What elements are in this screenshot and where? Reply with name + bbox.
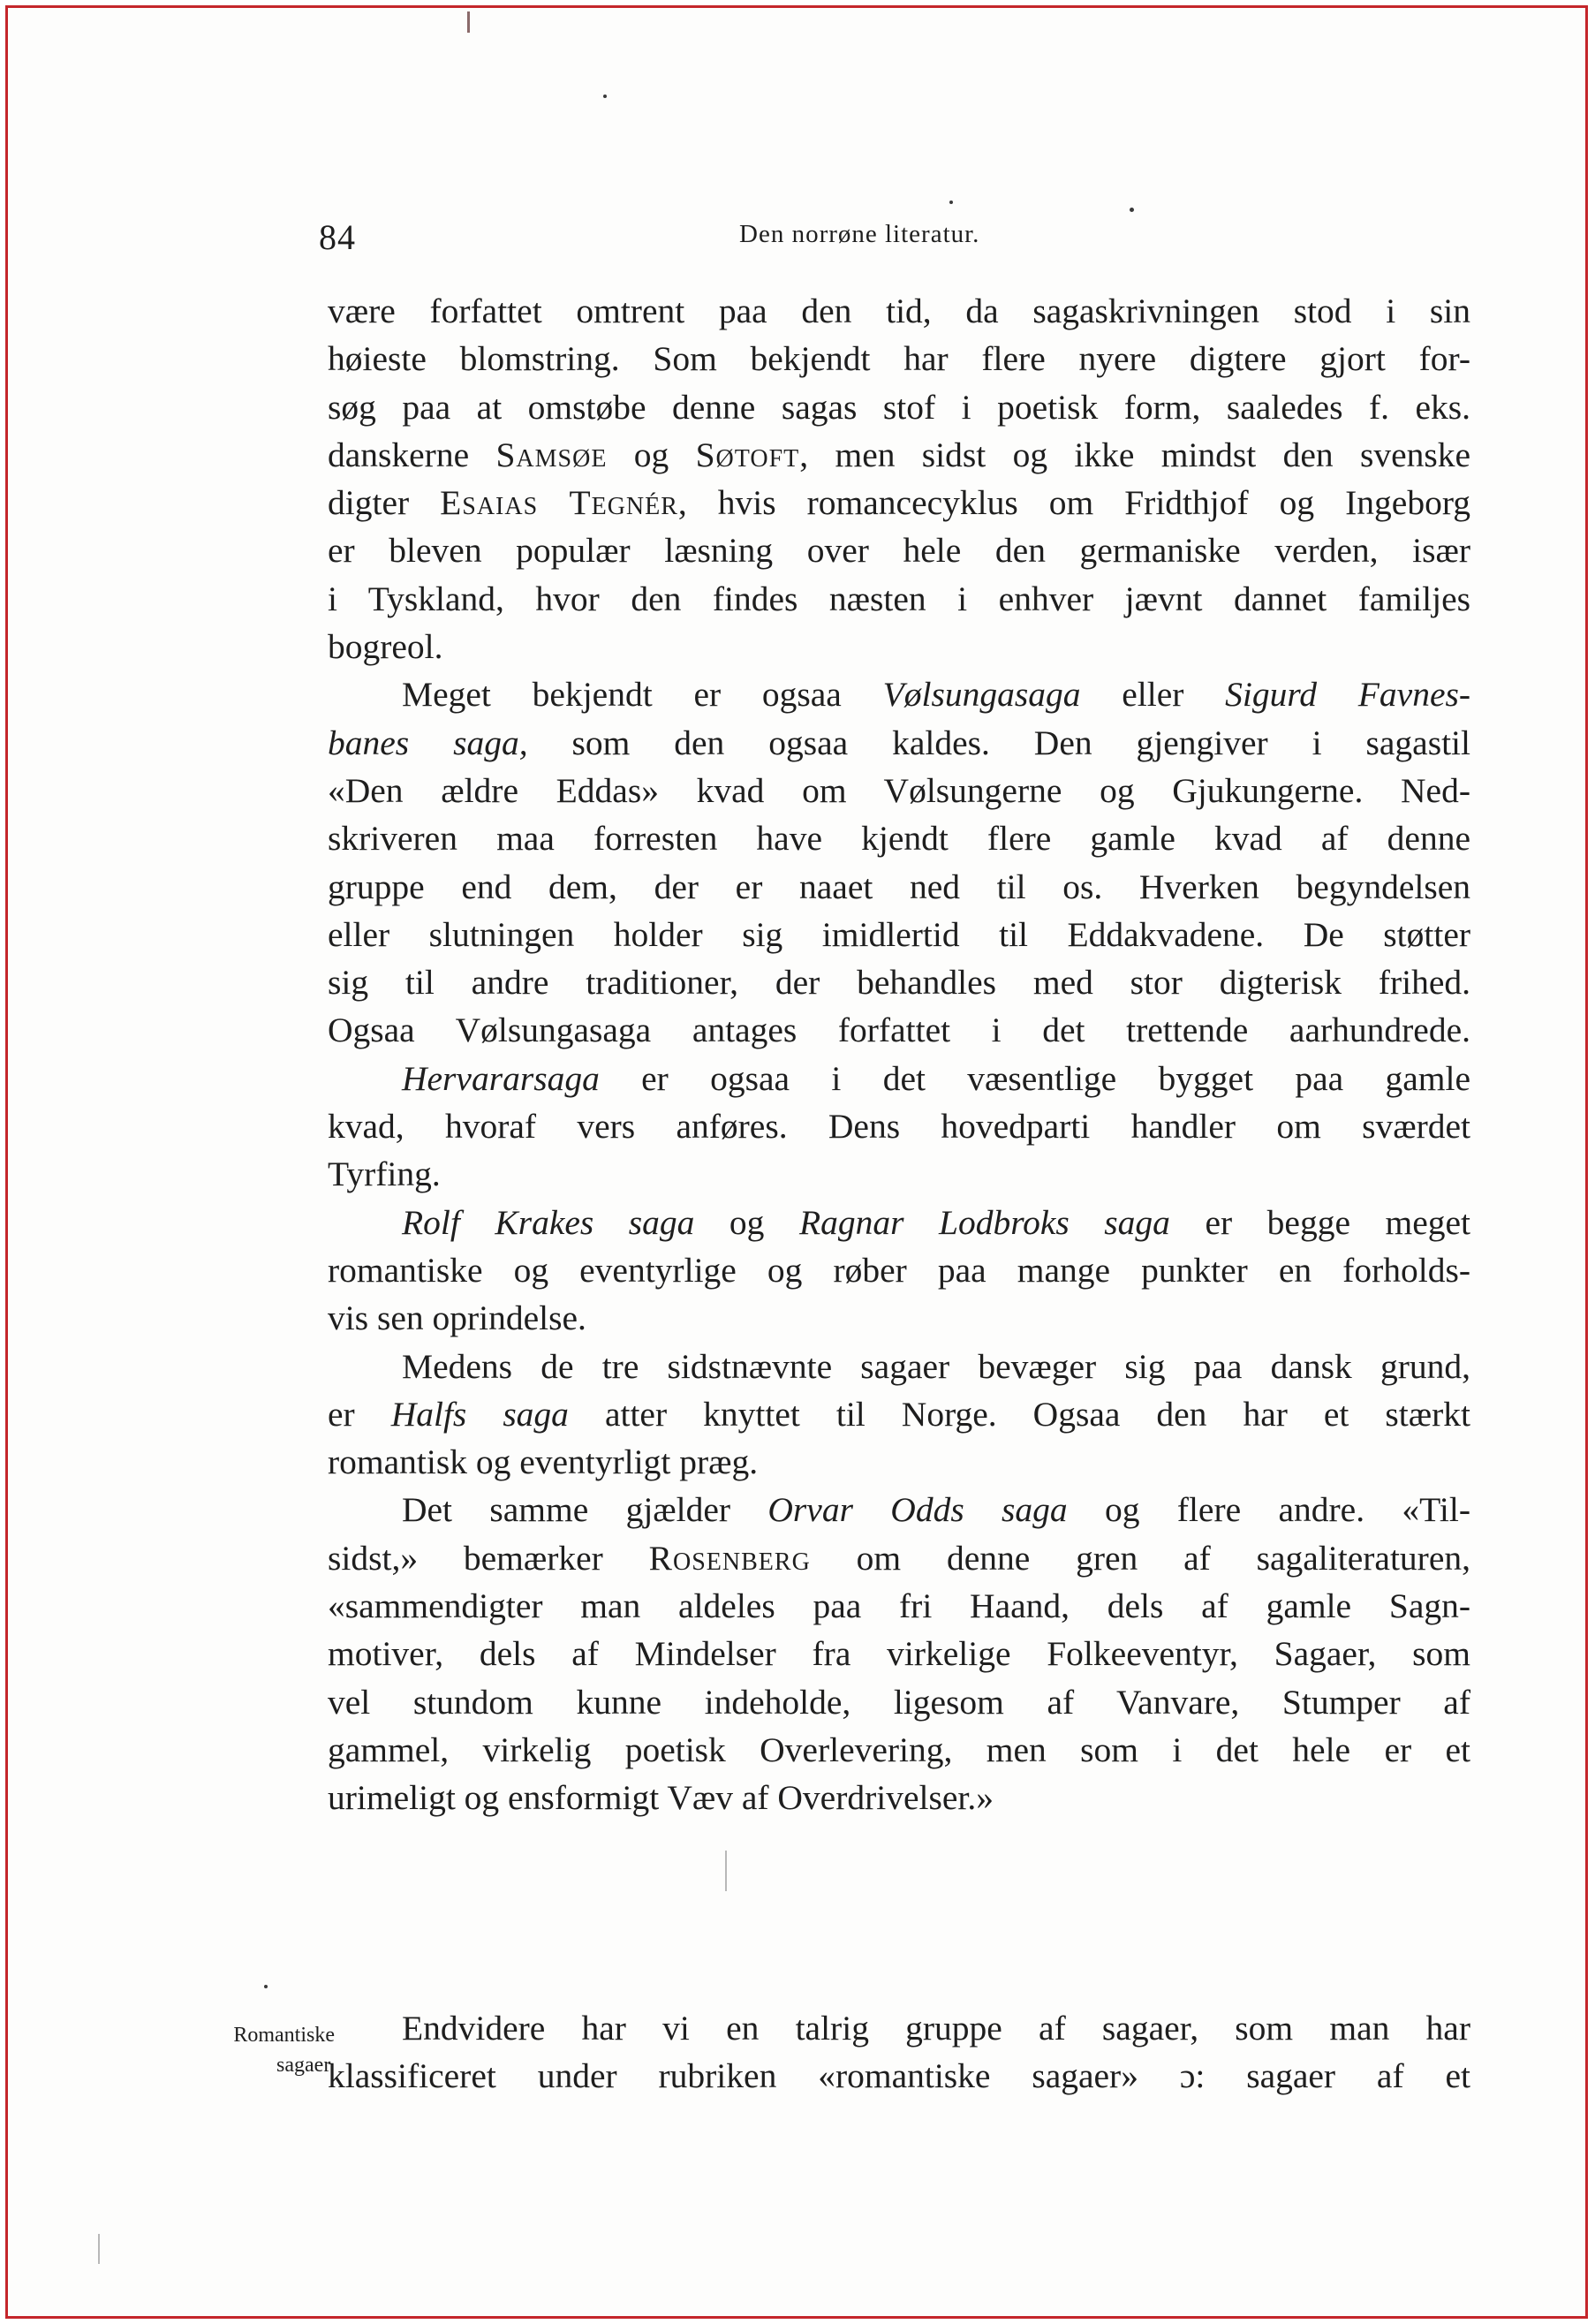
text-line: gammel, virkelig poetisk Overlevering, men som i det hele er et — [328, 1730, 1470, 1769]
text-line: Tyrfing. — [328, 1154, 441, 1194]
text-line: «sammendigter man aldeles paa fri Haand, dels af gamle Sagn- — [328, 1586, 1470, 1626]
text-line: bogreol. — [328, 627, 443, 667]
text-line: i Tyskland, hvor den findes næsten i enhver jævnt dannet familjes — [328, 579, 1470, 618]
ink-speck — [264, 1985, 268, 1988]
margin-note-line: sagaer. — [276, 2054, 335, 2077]
text-line: urimeligt og ensformigt Væv af Overdrivelser.» — [328, 1778, 994, 1818]
text-line: er bleven populær læsning over hele den germaniske verden, især — [328, 531, 1470, 571]
text-line: romantisk og eventyrligt præg. — [328, 1442, 759, 1482]
text-line: være forfattet omtrent paa den tid, da sagaskrivningen stod i sin — [328, 291, 1470, 330]
text-line: «Den ældre Eddas» kvad om Vølsungerne og Gjukungerne. Ned- — [328, 770, 1470, 810]
ink-speck — [1130, 208, 1134, 212]
text-line: sidst,» bemærker Rosenberg om denne gren af sagaliteraturen, — [328, 1538, 1470, 1578]
text-line: Ogsaa Vølsungasaga antages forfattet i det trettende aarhundrede. — [328, 1011, 1470, 1050]
margin-note — [193, 2020, 335, 2080]
text-line: skriveren maa forresten have kjendt flere gamle kvad af denne — [328, 819, 1470, 859]
ink-speck — [949, 201, 953, 204]
text-line: klassificeret under rubriken «romantiske sagaer» ɔ: sagaer af et — [328, 2056, 1470, 2096]
page-number: 84 — [319, 217, 356, 257]
text-line: motiver, dels af Mindelser fra virkelige Folkeeventyr, Sagaer, som — [328, 1634, 1470, 1674]
page-header — [8, 8, 1585, 273]
text-line: Hervararsaga er ogsaa i det væsentlige bygget paa gamle — [402, 1058, 1470, 1098]
ink-speck — [603, 95, 607, 98]
section-text — [328, 2004, 1470, 2101]
text-line: Det samme gjælder Orvar Odds saga og flere andre. «Til- — [402, 1490, 1470, 1530]
text-line: kvad, hvoraf vers anføres. Dens hovedparti handler om sværdet — [328, 1107, 1470, 1147]
text-line: Endvidere har vi en talrig gruppe af sagaer, som man har — [402, 2009, 1470, 2048]
text-line: eller slutningen holder sig imidlertid til Eddakvadene. De støtter — [328, 914, 1470, 954]
text-line: banes saga, som den ogsaa kaldes. Den gjengiver i sagastil — [328, 723, 1470, 762]
running-title: Den norrøne literatur. — [739, 220, 980, 248]
text-line: er Halfs saga atter knyttet til Norge. Ogsaa den har et stærkt — [328, 1394, 1470, 1434]
scan-mark — [98, 2234, 100, 2264]
main-text — [328, 287, 1470, 1822]
text-line: vel stundom kunne indeholde, ligesom af Vanvare, Stumper af — [328, 1682, 1470, 1722]
text-line: sig til andre traditioner, der behandles med stor digterisk frihed. — [328, 963, 1470, 1003]
text-line: danskerne Samsøe og Søtoft, men sidst og ikke mindst den svenske — [328, 435, 1471, 474]
book-page — [5, 5, 1588, 2319]
text-line: høieste blomstring. Som bekjendt har flere nyere digtere gjort for- — [328, 339, 1470, 379]
text-line: Meget bekjendt er ogsaa Vølsungasaga eller Sigurd Favnes- — [402, 675, 1470, 715]
margin-note-line: Romantiske — [233, 2024, 335, 2047]
scan-mark — [725, 1851, 727, 1891]
text-line: Medens de tre sidstnævnte sagaer bevæger sig paa dansk grund, — [402, 1346, 1470, 1386]
text-line: Rolf Krakes saga og Ragnar Lodbroks saga er begge meget — [402, 1202, 1471, 1242]
text-line: vis sen oprindelse. — [328, 1298, 586, 1338]
scan-mark — [467, 11, 470, 33]
text-line: søg paa at omstøbe denne sagas stof i poetisk form, saaledes f. eks. — [328, 387, 1470, 427]
text-line: digter Esaias Tegnér, hvis romancecyklus om Fridthjof og Ingeborg — [328, 483, 1471, 523]
text-line: romantiske og eventyrlige og røber paa mange punkter en forholds- — [328, 1250, 1470, 1290]
text-line: gruppe end dem, der er naaet ned til os. Hverken begyndelsen — [328, 867, 1470, 906]
